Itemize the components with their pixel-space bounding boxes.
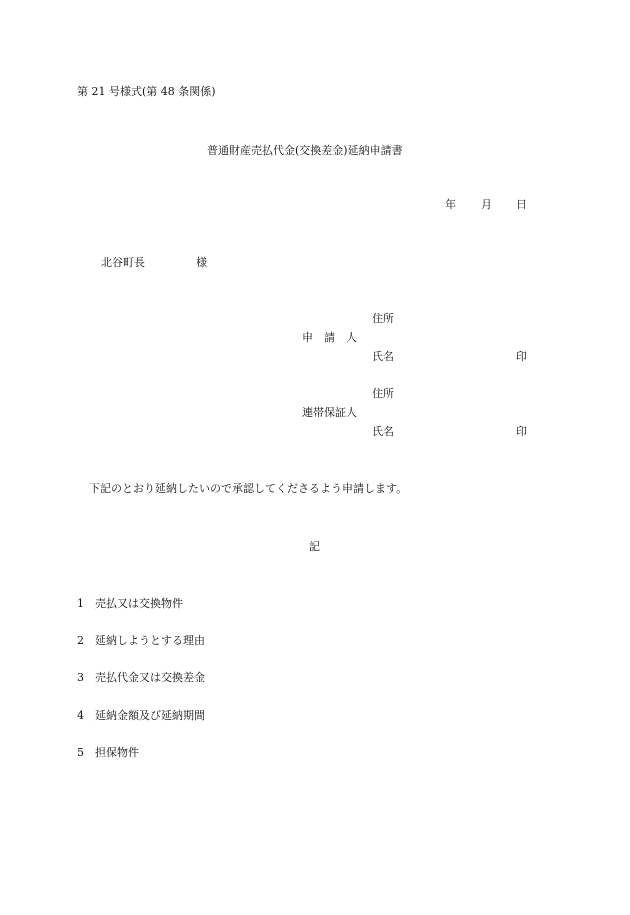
guarantor-name-label: 氏名: [372, 425, 394, 438]
applicant-name-label: 氏名: [372, 350, 394, 363]
list-item-text: 売払代金又は交換差金: [95, 671, 205, 684]
list-item-text: 担保物件: [95, 746, 139, 759]
addressee-honorific: 様: [196, 256, 207, 269]
guarantor-seal-mark: 印: [516, 425, 527, 438]
applicant-seal-mark: 印: [516, 350, 527, 363]
list-item-text: 売払又は交換物件: [95, 597, 183, 610]
list-item-number: 3: [77, 671, 84, 684]
addressee-name: 北谷町長: [101, 256, 145, 269]
list-item-number: 4: [77, 709, 84, 722]
date-year-label: 年: [445, 198, 456, 211]
applicant-role-label: 申 請 人: [302, 331, 357, 344]
request-statement: 下記のとおり延納したいので承認してくださるよう申請します。: [89, 482, 408, 495]
ki-heading: 記: [309, 540, 320, 553]
list-item-number: 5: [77, 746, 84, 759]
list-item-number: 1: [77, 597, 84, 610]
date-month-label: 月: [481, 198, 492, 211]
list-item-text: 延納金額及び延納期間: [95, 709, 205, 722]
list-item-number: 2: [77, 634, 84, 647]
guarantor-role-label: 連帯保証人: [302, 406, 357, 419]
applicant-address-label: 住所: [372, 312, 394, 325]
form-number: 第 21 号様式(第 48 条関係): [77, 85, 216, 98]
date-day-label: 日: [516, 198, 527, 211]
document-title: 普通財産売払代金(交換差金)延納申請書: [207, 144, 403, 157]
list-item-text: 延納しようとする理由: [95, 634, 205, 647]
guarantor-address-label: 住所: [372, 387, 394, 400]
